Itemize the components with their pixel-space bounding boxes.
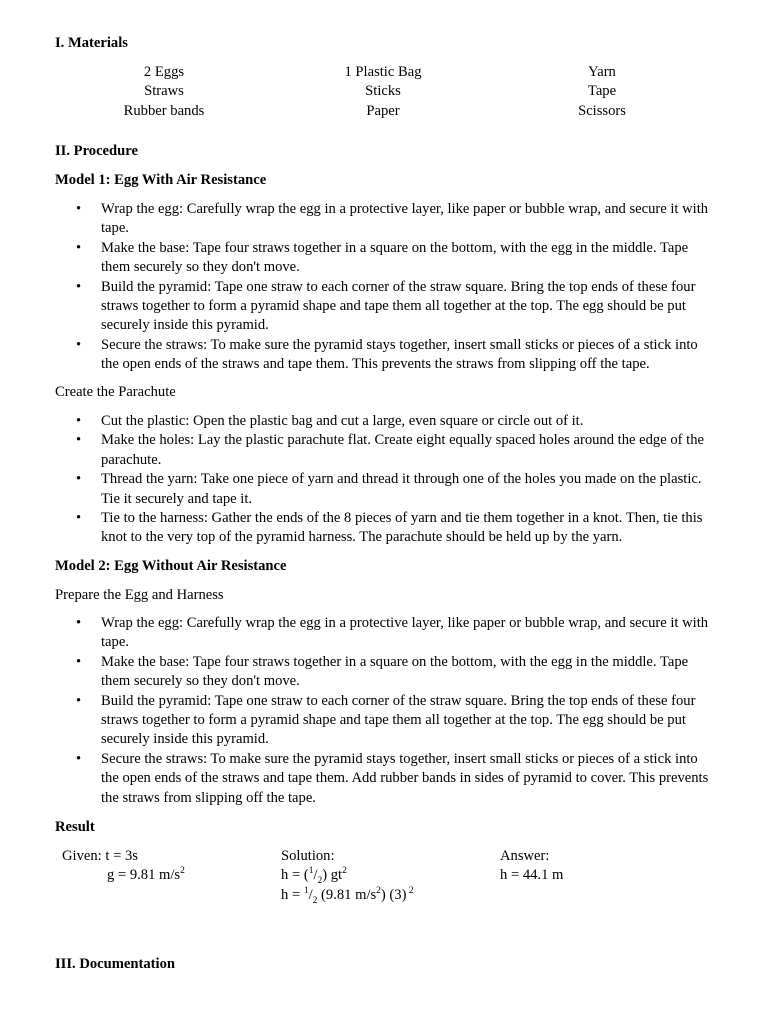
given-line-2	[62, 866, 185, 885]
list-item: • Thread the yarn: Take one piece of yarn and thread it through one of the holes you made on the plastic. Tie it securely and tape it.	[55, 470, 717, 509]
result-answer	[500, 847, 563, 886]
formula-text: (9.81 m/s	[317, 886, 377, 903]
fraction-numerator: 1	[308, 866, 314, 877]
list-item: • Wrap the egg: Carefully wrap the egg in a protective layer, like paper or bubble wrap, and secure it with tape.	[55, 200, 717, 239]
list-item: • Tie to the harness: Gather the ends of the 8 pieces of yarn and tie them together in a knot. Then, tie this knot to the very top of the pyramid harness. The parachute should be held up by the yarn.	[55, 509, 717, 548]
model1-harness-steps	[55, 200, 717, 375]
materials-column-2	[283, 63, 483, 121]
solution-label: Solution:	[281, 848, 335, 864]
model1-parachute-steps	[55, 412, 717, 548]
list-item: • Make the holes: Lay the plastic parachute flat. Create eight equally spaced holes around the edge of the parachute.	[55, 431, 717, 470]
answer-label: Answer:	[500, 848, 550, 864]
formula-text: ) (3)	[380, 886, 407, 903]
exponent: 2	[342, 866, 347, 877]
list-item: • Secure the straws: To make sure the pyramid stays together, insert small sticks or pieces of a stick into the open ends of the straws and tape them. Add rubber bands in sides of pyramid to cover. This prevents the straws from slipping off the tape.	[55, 750, 717, 808]
answer-value: h = 44.1 m	[500, 867, 564, 884]
list-item: • Secure the straws: To make sure the pyramid stays together, insert small sticks or pieces of a stick into the open ends of the straws and tape them. This prevents the straws from slipping off the tape.	[55, 336, 717, 375]
list-item: • Make the base: Tape four straws together in a square on the bottom, with the egg in the middle. Tape them securely so they don't move.	[55, 653, 717, 692]
materials-column-1	[64, 63, 264, 121]
material-item: 1 Plastic Bag	[344, 64, 422, 80]
fraction-denominator: 2	[312, 895, 318, 906]
formula-text: ) gt	[322, 867, 343, 884]
given-time: t = 3s	[105, 848, 138, 864]
material-item: Sticks	[365, 83, 401, 100]
documentation-heading: III. Documentation	[55, 956, 175, 972]
list-item: • Cut the plastic: Open the plastic bag and cut a large, even square or circle out of it.	[55, 412, 717, 431]
material-item: 2 Eggs	[143, 64, 185, 80]
model1-heading: Model 1: Egg With Air Resistance	[55, 172, 267, 188]
exponent: 2	[406, 885, 414, 896]
procedure-heading: II. Procedure	[55, 143, 138, 159]
list-item: • Build the pyramid: Tape one straw to each corner of the straw square. Bring the top ends of these four straws together to form a pyramid shape and tape them all together at the top. The egg should be put securely inside this pyramid.	[55, 278, 717, 336]
list-item: • Build the pyramid: Tape one straw to each corner of the straw square. Bring the top ends of these four straws together to form a pyramid shape and tape them all together at the top. The egg should be put securely inside this pyramid.	[55, 692, 717, 750]
parachute-heading: Create the Parachute	[55, 384, 176, 400]
fraction-slash: /	[313, 867, 318, 884]
fraction-denominator: 2	[317, 876, 323, 887]
given-label: Given:	[62, 848, 102, 864]
solution-formula	[281, 866, 414, 885]
fraction-slash: /	[308, 886, 313, 903]
model2-subheading: Prepare the Egg and Harness	[55, 587, 224, 603]
given-line-1	[62, 847, 185, 866]
materials-column-3	[502, 63, 702, 121]
result-heading: Result	[55, 819, 95, 835]
result-solution	[281, 847, 414, 905]
model2-heading: Model 2: Egg Without Air Resistance	[55, 558, 287, 574]
material-item: Yarn	[588, 64, 616, 80]
exponent: 2	[180, 866, 185, 877]
material-item: Scissors	[578, 102, 626, 119]
material-item: Tape	[587, 83, 617, 100]
list-item: • Wrap the egg: Carefully wrap the egg in a protective layer, like paper or bubble wrap, and secure it with tape.	[55, 614, 717, 653]
material-item: Paper	[366, 102, 400, 119]
fraction-numerator: 1	[303, 885, 309, 896]
result-given	[62, 847, 185, 886]
formula-text: h = (	[281, 867, 309, 884]
solution-substitution	[281, 886, 414, 905]
formula-text: h =	[281, 886, 304, 903]
given-gravity: g = 9.81 m/s	[107, 867, 181, 884]
exponent: 2	[376, 885, 381, 896]
material-item: Straws	[144, 83, 184, 100]
materials-heading: I. Materials	[55, 35, 128, 51]
material-item: Rubber bands	[123, 102, 205, 119]
list-item: • Make the base: Tape four straws together in a square on the bottom, with the egg in the middle. Tape them securely so they don't move.	[55, 239, 717, 278]
model2-steps	[55, 614, 717, 808]
